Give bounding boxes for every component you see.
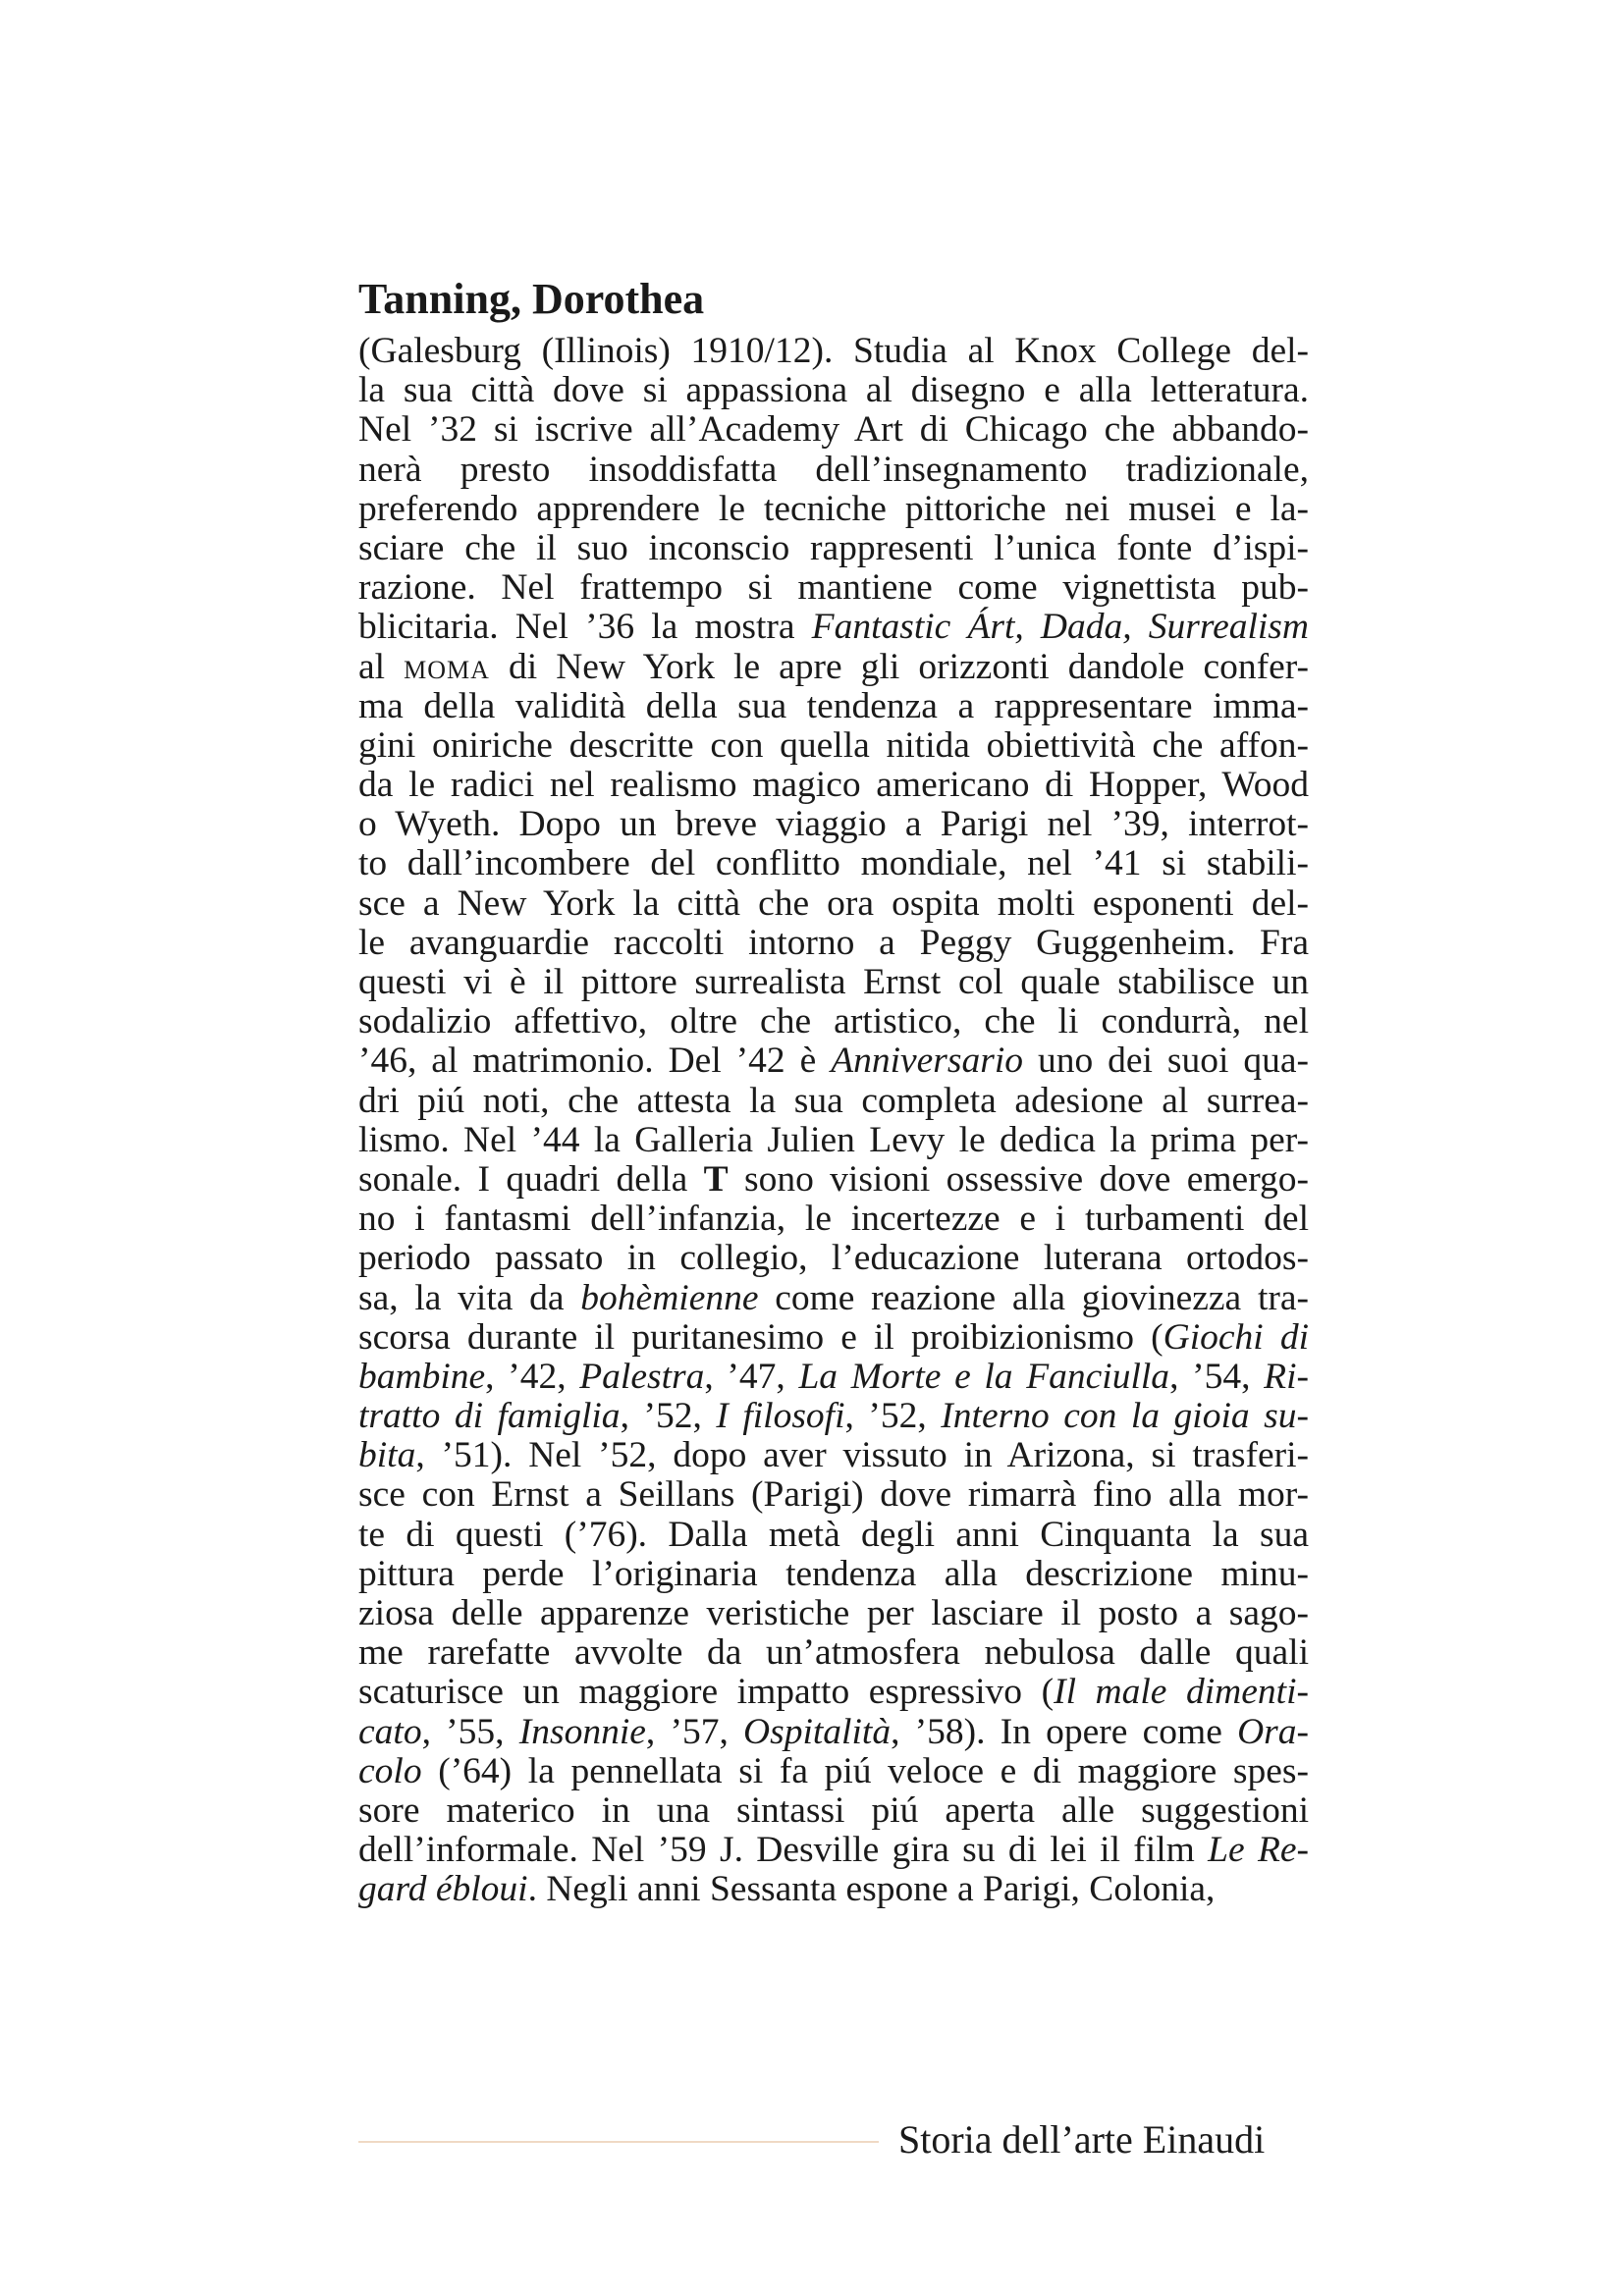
body-text: dell’informale. Nel ’59 J. Desville gira su di lei il film [358,1830,1209,1871]
body-text: gini oniriche descritte con quella nitida obiettività che affon- [358,724,1309,766]
body-text: , ’47, [704,1356,799,1397]
body-line [358,1160,1309,1200]
body-line [358,1791,1309,1831]
body-line [358,1002,1309,1041]
small-caps-text: moma [404,646,490,687]
body-text: scorsa durante il puritanesimo e il proibizionismo ( [358,1316,1163,1358]
body-line [358,371,1309,410]
body-line [358,805,1309,844]
italic-title: tratto di famiglia [358,1396,621,1437]
italic-title: bambine [358,1356,486,1397]
entry-title: Tanning, Dorothea [358,275,705,323]
body-text: al [358,646,405,687]
body-text: me rarefatte avvolte da un’atmosfera nebulosa dalle quali [358,1632,1309,1674]
italic-title: Il male dimenti- [1054,1672,1309,1713]
italic-title: Insonnie [518,1711,646,1752]
italic-title: Le Re- [1208,1830,1310,1871]
italic-title: bita [358,1435,416,1476]
body-text: di New York le apre gli orizzonti dandole confer- [489,646,1309,687]
bold-initial: T [703,1158,729,1200]
body-text: sa, la vita da [358,1277,581,1318]
italic-title: La Morte e la Fanciulla [798,1356,1170,1397]
body-line [358,1436,1309,1475]
body-text: preferendo apprendere le tecniche pittoriche nei musei e la- [358,488,1309,529]
body-line [358,1397,1309,1436]
footer-rule [358,2141,879,2143]
italic-title: I filosofi [716,1396,845,1437]
body-line [358,924,1309,963]
body-text: , ’57, [645,1711,744,1752]
body-text: (’64) la pennellata si fa piú veloce e di maggiore spes- [421,1750,1309,1791]
body-line [358,1555,1309,1594]
body-text: , ’52, [844,1396,942,1437]
body-line [358,1239,1309,1278]
body-line [358,1713,1309,1752]
italic-title: gard ébloui [358,1869,528,1910]
body-line [358,648,1309,687]
body-text: te di questi (’76). Dalla metà degli anni Cinquanta la sua [358,1514,1309,1555]
body-text: , ’42, [485,1356,580,1397]
body-line [358,490,1309,529]
body-text: come reazione alla giovinezza tra- [758,1277,1309,1318]
body-text: sore materico in una sintassi piú aperta alle suggestioni [358,1789,1309,1831]
italic-title: Palestra [579,1356,705,1397]
body-line [358,1516,1309,1555]
body-line [358,568,1309,608]
body-text: , ’54, [1169,1356,1265,1397]
body-line [358,1752,1309,1791]
body-line [358,1318,1309,1358]
body-text: (Galesburg (Illinois) 1910/12). Studia al Knox College del- [358,331,1309,371]
body-line [358,726,1309,766]
body-line [358,529,1309,568]
body-line [358,608,1309,647]
body-text: dri piú noti, che attesta la sua completa adesione al surrea- [358,1080,1309,1121]
body-text: le avanguardie raccolti intorno a Peggy Guggenheim. Fra [358,922,1309,963]
body-line [358,1594,1309,1633]
body-text: blicitaria. Nel ’36 la mostra [358,607,812,648]
body-text: . Negli anni Sessanta espone a Parigi, Colonia, [527,1869,1216,1910]
body-text: , ’52, [620,1396,717,1437]
body-text: questi vi è il pittore surrealista Ernst col quale stabilisce un [358,962,1309,1002]
body-text: sonale. I quadri della [358,1158,704,1200]
body-text: lismo. Nel ’44 la Galleria Julien Levy le dedica la prima per- [358,1119,1309,1160]
body-line [358,1831,1309,1870]
body-text: sono visioni ossessive dove emergo- [728,1158,1309,1200]
italic-title: Interno con la gioia su- [941,1396,1309,1437]
italic-title: Ora- [1237,1711,1309,1752]
body-text: ’46, al matrimonio. Del ’42 è [358,1041,832,1082]
body-line [358,1041,1309,1081]
body-text: no i fantasmi dell’infanzia, le incertezze e i turbamenti del [358,1199,1309,1240]
body-line [358,963,1309,1002]
italic-title: colo [358,1750,422,1791]
body-text: pittura perde l’originaria tendenza alla descrizione minu- [358,1553,1309,1594]
body-text: , ’58). In opere come [891,1711,1238,1752]
entry-body [358,332,1309,1910]
italic-title: bohèmienne [580,1277,759,1318]
italic-title: Ri- [1264,1356,1309,1397]
body-line [358,1279,1309,1318]
body-text: sodalizio affettivo, oltre che artistico, che li condurrà, nel [358,1001,1309,1042]
body-text: sce con Ernst a Seillans (Parigi) dove rimarrà fino alla mor- [358,1474,1309,1516]
body-text: da le radici nel realismo magico americano di Hopper, Wood [358,765,1309,806]
body-text: to dall’incombere del conflitto mondiale, nel ’41 si stabili- [358,843,1309,884]
body-text: ma della validità della sua tendenza a rappresentare imma- [358,685,1309,726]
body-line [358,451,1309,490]
body-line [358,332,1309,371]
body-line [358,1633,1309,1673]
body-text: nerà presto insoddisfatta dell’insegnamento tradizionale, [358,449,1309,490]
body-text: o Wyeth. Dopo un breve viaggio a Parigi nel ’39, interrot- [358,804,1309,845]
body-text: , ’51). Nel ’52, dopo aver vissuto in Arizona, si trasferi- [415,1435,1309,1476]
body-line [358,1870,1309,1909]
body-text: ziosa delle apparenze veristiche per lasciare il posto a sago- [358,1593,1309,1633]
italic-title: Ospitalità [743,1711,892,1752]
body-text: sciare che il suo inconscio rappresenti l’unica fonte d’ispi- [358,527,1309,568]
body-line [358,687,1309,726]
body-line [358,1673,1309,1712]
italic-title: Giochi di [1163,1316,1309,1358]
italic-title: Anniversario [831,1041,1024,1082]
body-line [358,1475,1309,1515]
body-text: uno dei suoi qua- [1023,1041,1309,1082]
body-line [358,1358,1309,1397]
italic-title: Fantastic Árt, Dada, Surrealism [811,607,1309,648]
body-line [358,1200,1309,1239]
body-text: sce a New York la città che ora ospita molti esponenti del- [358,882,1309,924]
body-text: scaturisce un maggiore impatto espressivo ( [358,1672,1055,1713]
body-text: Nel ’32 si iscrive all’Academy Art di Chicago che abbando- [358,409,1309,451]
body-text: la sua città dove si appassiona al disegno e alla letteratura. [358,370,1309,411]
body-line [358,884,1309,924]
body-text: razione. Nel frattempo si mantiene come vignettista pub- [358,567,1309,609]
body-line [358,1082,1309,1121]
footer-publication: Storia dell’arte Einaudi [898,2117,1266,2162]
body-line [358,844,1309,883]
italic-title: cato [358,1711,422,1752]
body-line [358,766,1309,805]
body-line [358,1121,1309,1160]
body-text: periodo passato in collegio, l’educazione luterana ortodos- [358,1238,1309,1279]
body-text: , ’55, [421,1711,519,1752]
body-line [358,410,1309,450]
